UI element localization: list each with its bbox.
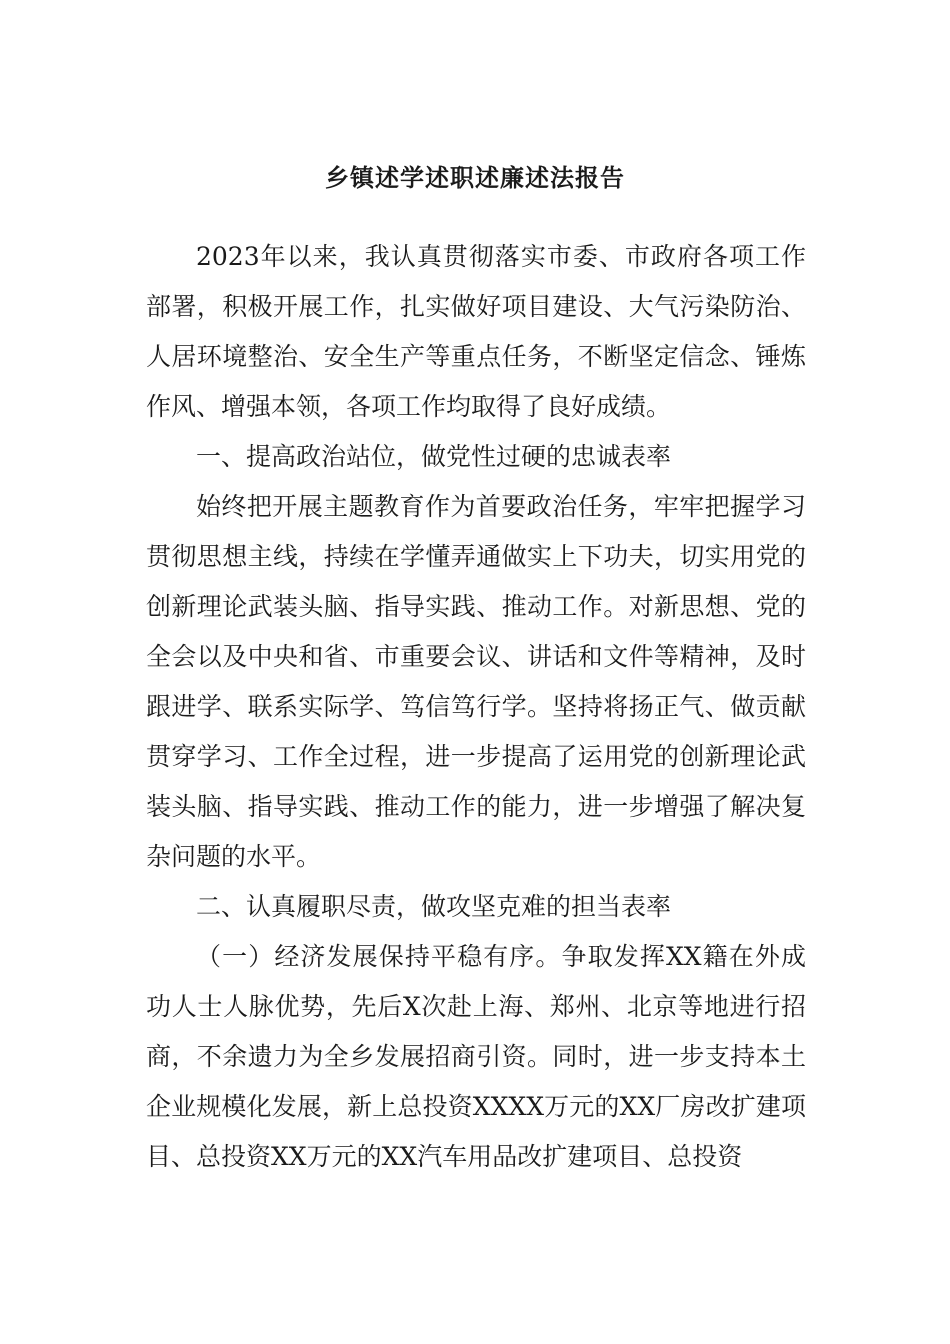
intro-paragraph: 2023年以来，我认真贯彻落实市委、市政府各项工作部署，积极开展工作，扎实做好项目建设、大气污染防治、人居环境整治、安全生产等重点任务，不断坚定信念、锤炼作风、增强本领，各项工作均取得了良好成绩。 xyxy=(146,242,806,421)
document-body xyxy=(146,232,806,1182)
section-2-paragraph: （一）经济发展保持平稳有序。争取发挥XX籍在外成功人士人脉优势，先后X次赴上海、郑州、北京等地进行招商，不余遗力为全乡发展招商引资。同时，进一步支持本土企业规模化发展，新上总投资XXXX万元的XX厂房改扩建项目、总投资XX万元的XX汽车用品改扩建项目、总投资 xyxy=(146,942,806,1171)
section-heading-2: 二、认真履职尽责，做攻坚克难的担当表率 xyxy=(196,892,672,921)
section-heading-1: 一、提高政治站位，做党性过硬的忠诚表率 xyxy=(196,442,672,471)
section-1-paragraph: 始终把开展主题教育作为首要政治任务，牢牢把握学习贯彻思想主线，持续在学懂弄通做实上下功夫，切实用党的创新理论武装头脑、指导实践、推动工作。对新思想、党的全会以及中央和省、市重要会议、讲话和文件等精神，及时跟进学、联系实际学、笃信笃行学。坚持将扬正气、做贡献贯穿学习、工作全过程，进一步提高了运用党的创新理论武装头脑、指导实践、推动工作的能力，进一步增强了解决复杂问题的水平。 xyxy=(146,492,806,871)
document-title: 乡镇述学述职述廉述法报告 xyxy=(325,163,625,192)
